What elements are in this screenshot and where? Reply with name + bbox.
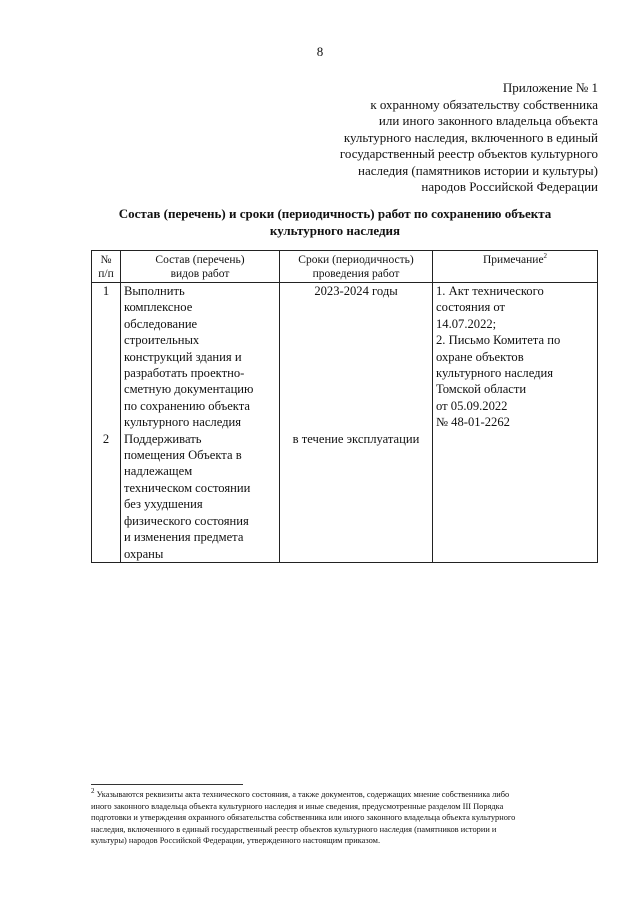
footnote-line: подготовки и утверждения охранного обязательства собственника или иного законного владельца объекта культурного [91, 813, 516, 823]
header-work-line: Состав (перечень) [155, 254, 245, 266]
header-work [121, 251, 280, 283]
header-number-line: п/п [98, 268, 114, 280]
work-line: строительных [124, 333, 200, 348]
appendix-line: Приложение № 1 [502, 80, 598, 95]
note-line: Томской области [436, 382, 527, 397]
work-line: комплексное [124, 300, 193, 315]
work-line: Выполнить [124, 284, 185, 298]
appendix-line: к охранному обязательству собственника [370, 96, 598, 112]
header-work-line: видов работ [170, 268, 230, 280]
document-title [60, 205, 610, 239]
header-time-line: Сроки (периодичность) [298, 254, 414, 266]
page-number: 8 [316, 44, 324, 59]
header-time [280, 251, 433, 283]
header-number [92, 251, 121, 283]
note-line: культурного наследия [436, 366, 554, 381]
footnote-text: Указываются реквизиты акта технического состояния, а также документов, содержащих мнение собственника либо [96, 790, 510, 799]
works-table [91, 250, 598, 563]
row-number: 1 [92, 283, 121, 431]
appendix-line: наследия (памятников истории и культуры) [358, 162, 598, 178]
work-line: обследование [124, 316, 198, 331]
header-note-label: Примечание [482, 254, 544, 266]
work-line: помещения Объекта в [124, 448, 242, 463]
work-line: надлежащем [124, 464, 193, 479]
title-line: культурного наследия [269, 223, 401, 238]
row-time: 2023-2024 годы [280, 283, 433, 431]
table-header-row [92, 251, 598, 283]
work-line: разработать проектно- [124, 366, 245, 381]
work-line: конструкций здания и [124, 349, 242, 364]
footnote-divider [91, 784, 243, 785]
appendix-line: или иного законного владельца объекта [378, 113, 598, 128]
title-line: Состав (перечень) и сроки (периодичность) работ по сохранению объекта [118, 206, 552, 221]
header-time-line: проведения работ [312, 268, 400, 280]
row-note [433, 283, 598, 431]
footnote-ref: 2 [543, 252, 548, 261]
note-line: № 48-01-2262 [436, 415, 510, 430]
appendix-header [278, 80, 598, 196]
header-note [433, 251, 598, 283]
note-line: 14.07.2022; [436, 316, 497, 331]
work-line: физического состояния [124, 513, 249, 528]
note-line: 2. Письмо Комитета по [436, 333, 561, 348]
appendix-line: государственный реестр объектов культурного [339, 146, 598, 161]
work-line: культурного наследия [124, 415, 242, 430]
appendix-line: народов Российской Федерации [421, 179, 598, 194]
note-line: охране объектов [436, 349, 524, 364]
row-work [121, 431, 280, 563]
work-line: по сохранению объекта [124, 398, 250, 413]
footnote-line [91, 789, 597, 801]
footnote-mark: 2 [91, 787, 95, 796]
row-time: в течение эксплуатации [280, 431, 433, 563]
work-line: охраны [124, 546, 164, 561]
row-note [433, 431, 598, 563]
row-work [121, 283, 280, 431]
note-line: 1. Акт технического [436, 284, 544, 298]
footnote-line: иного законного владельца объекта культурного наследия и иные сведения, предусмотренные разделом III Порядка [91, 801, 504, 811]
work-line: и изменения предмета [124, 530, 244, 545]
footnote [91, 789, 597, 847]
row-number: 2 [92, 431, 121, 563]
footnote-line: наследия, включенного в единый государственный реестр объектов культурного наследия (памятников истории и [91, 824, 497, 834]
appendix-line: культурного наследия, включенного в единый [343, 129, 598, 145]
table-row [92, 283, 598, 431]
work-line: сметную документацию [124, 382, 254, 397]
note-line: от 05.09.2022 [436, 398, 508, 413]
note-line: состояния от [436, 300, 506, 315]
header-number-line: № [100, 254, 112, 266]
work-line: техническом состоянии [124, 480, 251, 495]
work-line: без ухудшения [124, 497, 203, 512]
table-row [92, 431, 598, 563]
footnote-line: культуры) народов Российской Федерации, утвержденного настоящим приказом. [91, 836, 381, 846]
work-line: Поддерживать [124, 431, 202, 446]
